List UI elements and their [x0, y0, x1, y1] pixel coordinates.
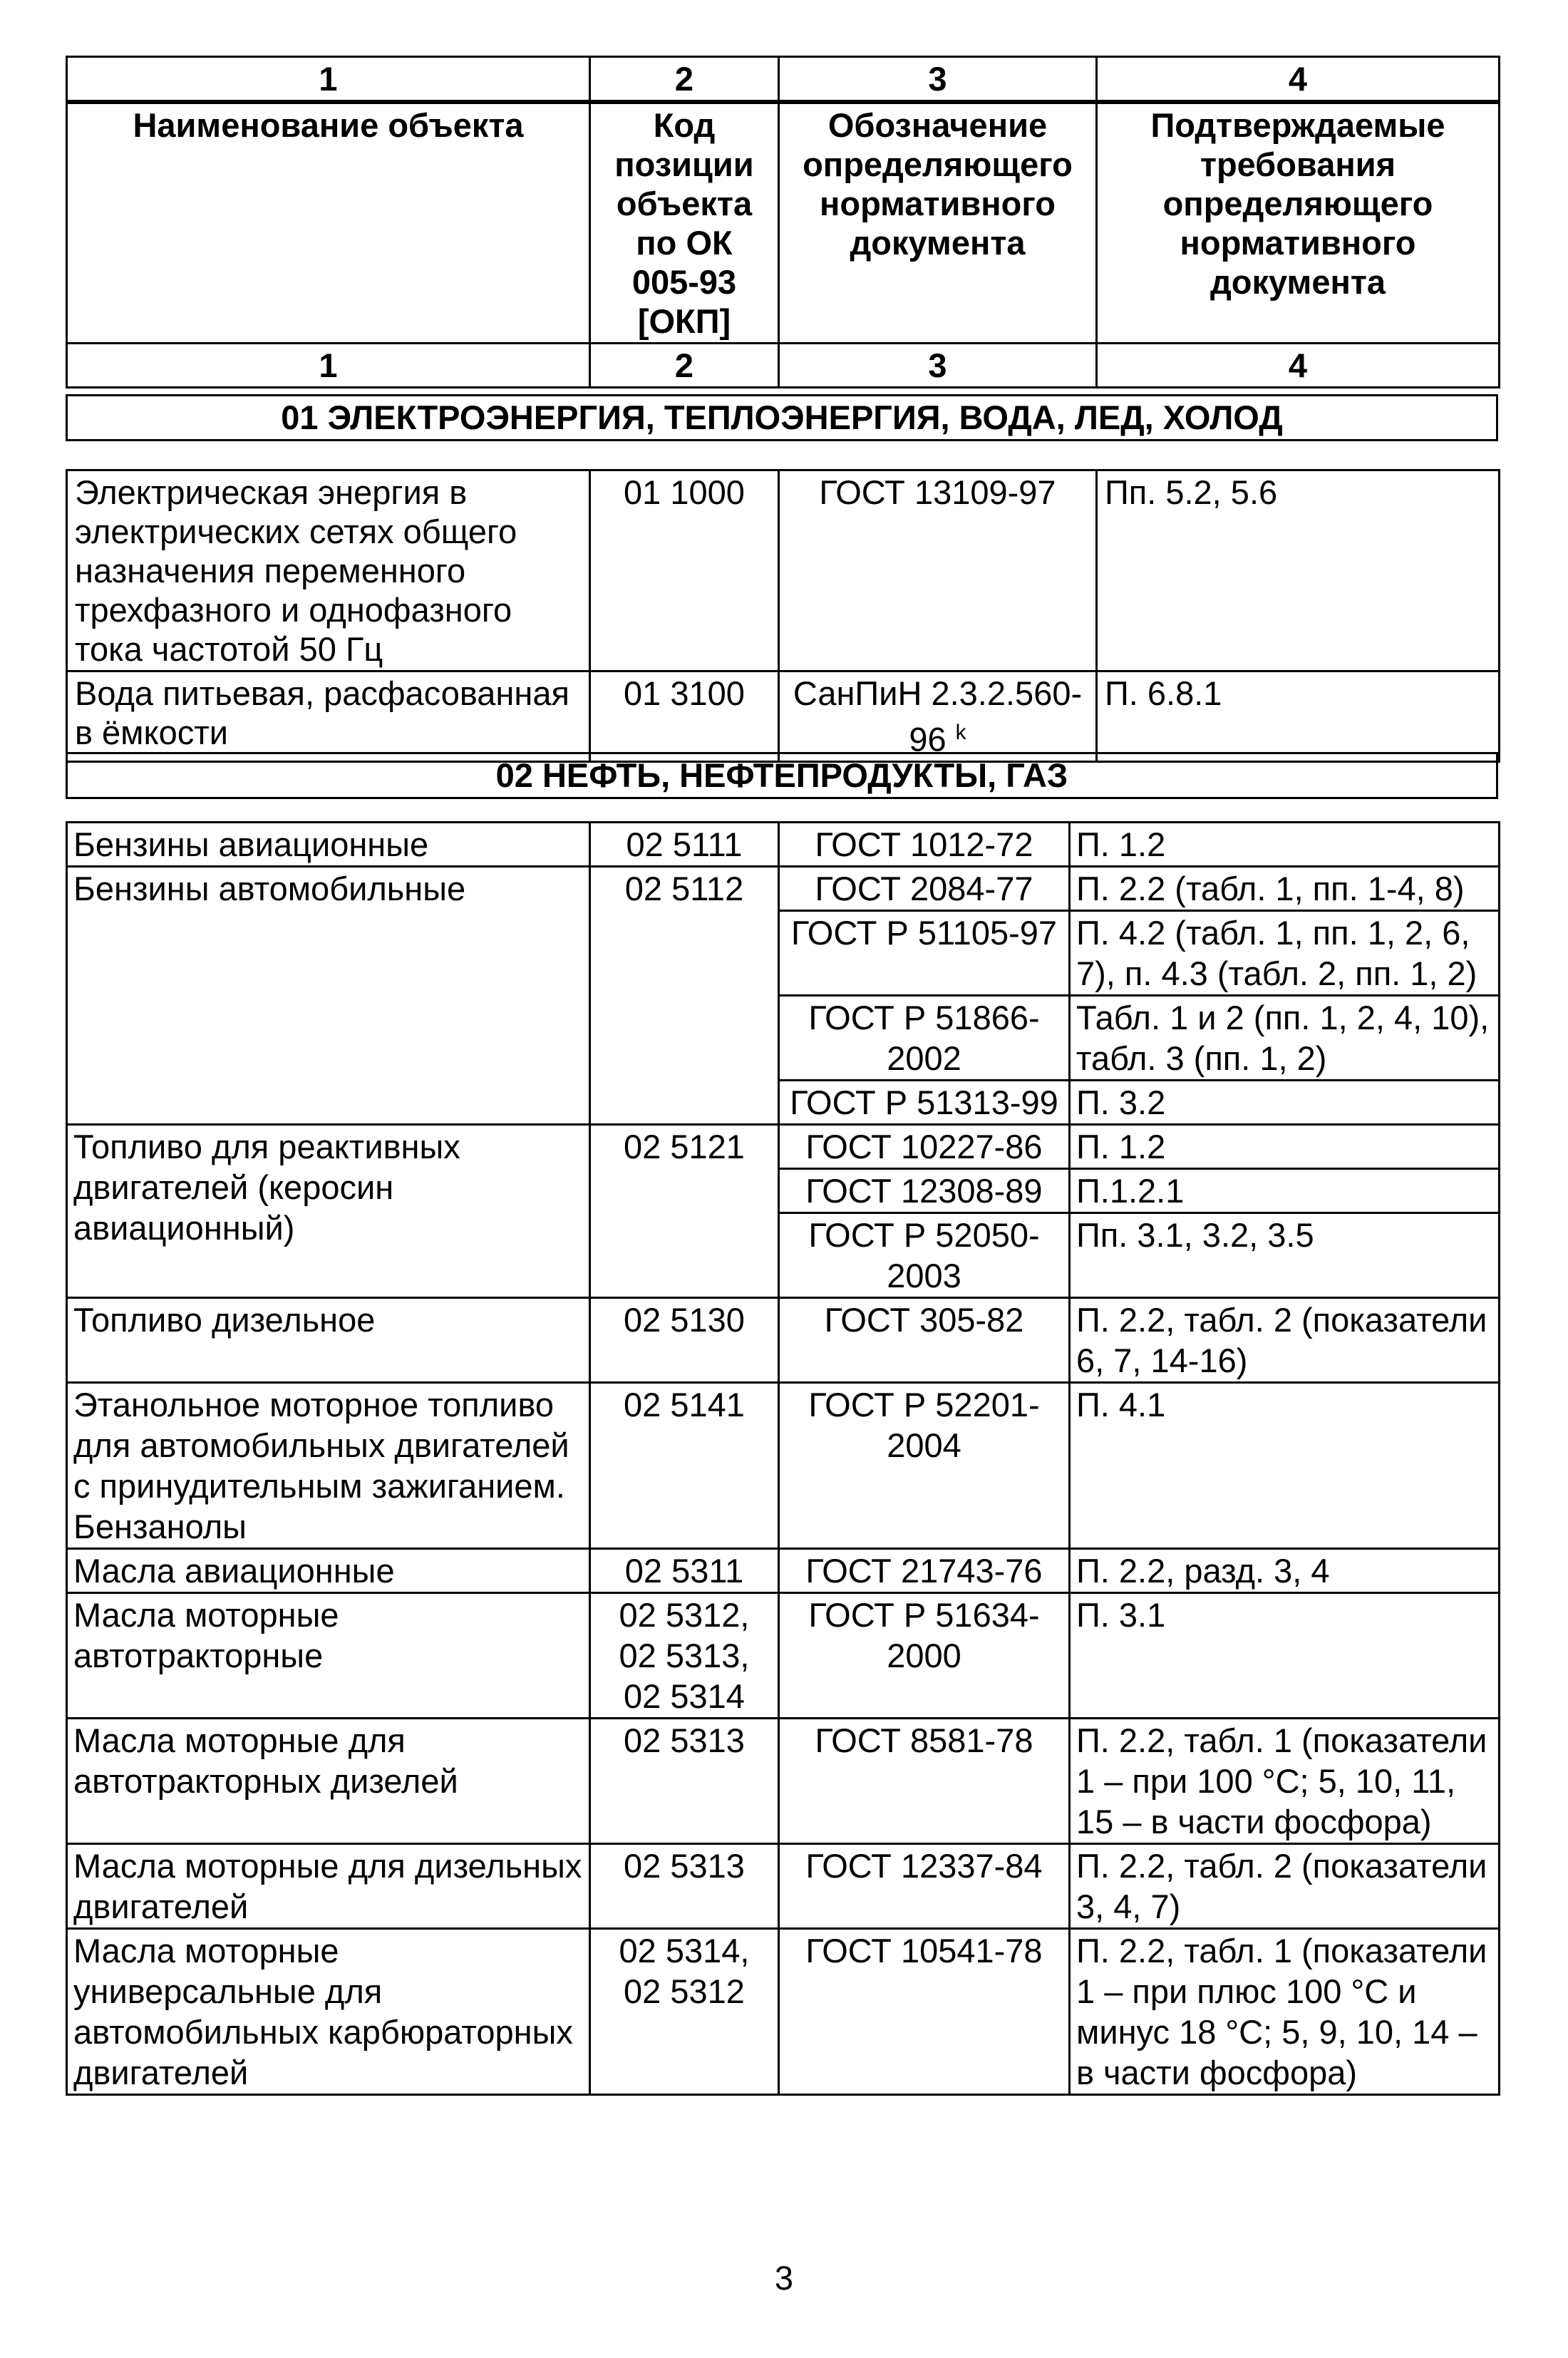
normative-doc: ГОСТ 21743-76 [779, 1549, 1070, 1593]
header-col-title: Код позиции объекта по ОК 005-93 [ОКП] [590, 102, 779, 344]
table-row [67, 1593, 1500, 1719]
object-name: Этанольное моторное топливо для автомобильных двигателей с принудительным зажиганием. Бензанолы [67, 1383, 590, 1549]
header-col-title: Обозначение определяющего нормативного документа [779, 102, 1097, 344]
object-name: Масла моторные для дизельных двигателей [67, 1844, 590, 1929]
object-name: Масла моторные для автотракторных дизелей [67, 1719, 590, 1844]
header-col-title: Подтверждаемые требования определяющего нормативного документа [1097, 102, 1500, 344]
table-row [67, 1719, 1500, 1844]
normative-doc: ГОСТ 12337-84 [779, 1844, 1070, 1929]
object-code: 02 5311 [590, 1549, 779, 1593]
header-col-number: 4 [1097, 344, 1500, 388]
header-col-number: 3 [779, 344, 1097, 388]
doc-footnote-mark: k [955, 721, 966, 744]
requirements: Табл. 1 и 2 (пп. 1, 2, 4, 10), табл. 3 (пп. 1, 2) [1070, 996, 1500, 1081]
normative-doc: ГОСТ Р 51866-2002 [779, 996, 1070, 1081]
object-code: 02 5313 [590, 1719, 779, 1844]
section-table [66, 469, 1500, 763]
header-col-number: 3 [779, 57, 1097, 103]
table-row [67, 1844, 1500, 1929]
requirements: П. 3.2 [1070, 1081, 1500, 1125]
object-code: 02 5314, 02 5312 [590, 1929, 779, 2095]
object-name: Масла моторные универсальные для автомобильных карбюраторных двигателей [67, 1929, 590, 2095]
requirements: П. 2.2, разд. 3, 4 [1070, 1549, 1500, 1593]
header-col-title: Наименование объекта [67, 102, 590, 344]
section-title-box [66, 394, 1498, 441]
normative-doc: ГОСТ 2084-77 [779, 867, 1070, 911]
normative-doc: ГОСТ 8581-78 [779, 1719, 1070, 1844]
object-name: Бензины авиационные [67, 823, 590, 867]
requirements: П.1.2.1 [1070, 1169, 1500, 1213]
normative-doc: ГОСТ Р 51105-97 [779, 911, 1070, 996]
requirements: Пп. 3.1, 3.2, 3.5 [1070, 1213, 1500, 1298]
object-name: Топливо дизельное [67, 1298, 590, 1383]
object-name: Масла авиационные [67, 1549, 590, 1593]
normative-doc: ГОСТ 10227-86 [779, 1125, 1070, 1169]
requirements: П. 4.2 (табл. 1, пп. 1, 2, 6, 7), п. 4.3 (табл. 2, пп. 1, 2) [1070, 911, 1500, 996]
object-code: 02 5111 [590, 823, 779, 867]
table-row [67, 867, 1500, 911]
requirements: П. 2.2 (табл. 1, пп. 1-4, 8) [1070, 867, 1500, 911]
normative-doc: ГОСТ 10541-78 [779, 1929, 1070, 2095]
table-row [67, 1125, 1500, 1169]
table-row [67, 1549, 1500, 1593]
table-row [67, 1298, 1500, 1383]
normative-doc: ГОСТ Р 51634-2000 [779, 1593, 1070, 1719]
page-number: 3 [774, 2259, 794, 2297]
object-code: 02 5141 [590, 1383, 779, 1549]
section-table [66, 821, 1500, 2096]
normative-doc: ГОСТ Р 52050-2003 [779, 1213, 1070, 1298]
object-name: Электрическая энергия в электрических сетях общего назначения переменного трехфазного и однофазного тока частотой 50 Гц [67, 470, 590, 671]
table-row [67, 470, 1500, 671]
object-code: 01 1000 [590, 470, 779, 671]
header-col-number: 2 [590, 344, 779, 388]
normative-doc: ГОСТ Р 52201-2004 [779, 1383, 1070, 1549]
requirements: П. 1.2 [1070, 1125, 1500, 1169]
normative-doc-cell [779, 671, 1097, 762]
requirements: П. 2.2, табл. 2 (показатели 3, 4, 7) [1070, 1844, 1500, 1929]
normative-doc: ГОСТ Р 51313-99 [779, 1081, 1070, 1125]
requirements: П. 3.1 [1070, 1593, 1500, 1719]
object-name: Вода питьевая, расфасованная в ёмкости [67, 671, 590, 762]
object-code: 02 5130 [590, 1298, 779, 1383]
normative-doc: ГОСТ 1012-72 [779, 823, 1070, 867]
normative-doc: ГОСТ 305-82 [779, 1298, 1070, 1383]
header-col-number: 1 [67, 344, 590, 388]
object-name: Бензины автомобильные [67, 867, 590, 1125]
requirements: П. 1.2 [1070, 823, 1500, 867]
header-table [66, 56, 1500, 388]
object-name: Масла моторные автотракторные [67, 1593, 590, 1719]
table-row [67, 823, 1500, 867]
object-name: Топливо для реактивных двигателей (керосин авиационный) [67, 1125, 590, 1298]
object-code: 02 5121 [590, 1125, 779, 1298]
section-title: 01 ЭЛЕКТРОЭНЕРГИЯ, ТЕПЛОЭНЕРГИЯ, ВОДА, ЛЕД, ХОЛОД [67, 396, 1497, 441]
section-title-box [66, 752, 1498, 799]
object-code: 02 5312, 02 5313, 02 5314 [590, 1593, 779, 1719]
normative-doc: ГОСТ 12308-89 [779, 1169, 1070, 1213]
table-row [67, 1929, 1500, 2095]
requirements: П. 2.2, табл. 1 (показатели 1 – при плюс 100 °С и минус 18 °С; 5, 9, 10, 14 – в части фосфора) [1070, 1929, 1500, 2095]
header-col-number: 1 [67, 57, 590, 103]
requirements: Пп. 5.2, 5.6 [1097, 470, 1500, 671]
table-row [67, 671, 1500, 762]
normative-doc: ГОСТ 13109-97 [779, 470, 1097, 671]
requirements: П. 4.1 [1070, 1383, 1500, 1549]
object-code: 02 5313 [590, 1844, 779, 1929]
header-col-number: 4 [1097, 57, 1500, 103]
requirements: П. 2.2, табл. 2 (показатели 6, 7, 14-16) [1070, 1298, 1500, 1383]
section-title: 02 НЕФТЬ, НЕФТЕПРОДУКТЫ, ГАЗ [67, 753, 1497, 798]
header-col-number: 2 [590, 57, 779, 103]
requirements: П. 6.8.1 [1097, 671, 1500, 762]
object-code: 02 5112 [590, 867, 779, 1125]
object-code: 01 3100 [590, 671, 779, 762]
requirements: П. 2.2, табл. 1 (показатели 1 – при 100 °С; 5, 10, 11, 15 – в части фосфора) [1070, 1719, 1500, 1844]
normative-doc: СанПиН 2.3.2.560-96 [793, 674, 1083, 758]
table-row [67, 1383, 1500, 1549]
